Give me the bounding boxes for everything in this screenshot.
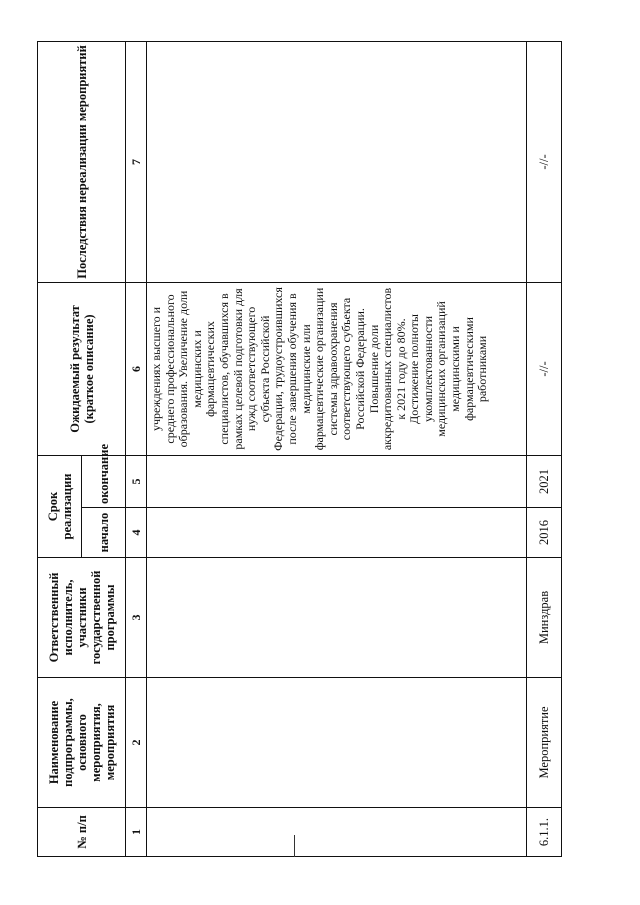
table-row [527,41,562,856]
cell-empty [147,808,527,857]
page-mark-line [294,835,295,857]
header-result: Ожидаемый результат (краткое описание) [38,282,126,455]
cell-name: Мероприятие [527,678,562,808]
cell-num: 6.1.1. [527,808,562,857]
header-end: окончание [82,455,126,507]
program-activities-table [37,41,562,857]
cell-empty [147,41,527,282]
column-number: 6 [126,282,147,455]
header-consequences: Последствия нереализации мероприятий [38,41,126,282]
cell-empty [147,678,527,808]
header-num: № п/п [38,808,126,857]
column-number: 4 [126,508,147,558]
column-number: 7 [126,41,147,282]
header-responsible: Ответственный исполнитель, участники государственной программы [38,558,126,678]
cell-consequences: -//- [527,41,562,282]
header-period: Срок реализации [38,455,82,557]
header-name: Наименование подпрограммы, основного мероприятия, мероприятия [38,678,126,808]
cell-start: 2016 [527,508,562,558]
cell-responsible: Минздрав [527,558,562,678]
table-row-continued [147,41,527,856]
cell-result: -//- [527,282,562,455]
cell-empty [147,455,527,507]
header-start: начало [82,508,126,558]
cell-empty [147,508,527,558]
column-number: 5 [126,455,147,507]
cell-empty [147,558,527,678]
column-number: 2 [126,678,147,808]
column-number: 1 [126,808,147,857]
cell-result-continued: учреждениях высшего и среднего профессионального образования. Увеличение доли медицинских и фармацевтических специалистов, обучавшихся в рамках целевой подготовки для нужд соответствующего субъекта Российской Федерации, трудоустроившихся после завершения обучения в медицинские или фармацевтические организации системы здравоохранения соответствующего субъекта Российской Федерации. Повышение доли аккредитованных специалистов к 2021 году до 80%. Достижение полноты укомплектованности медицинских организаций медицинскими и фармацевтическими работниками [147,282,527,455]
column-number: 3 [126,558,147,678]
cell-end: 2021 [527,455,562,507]
